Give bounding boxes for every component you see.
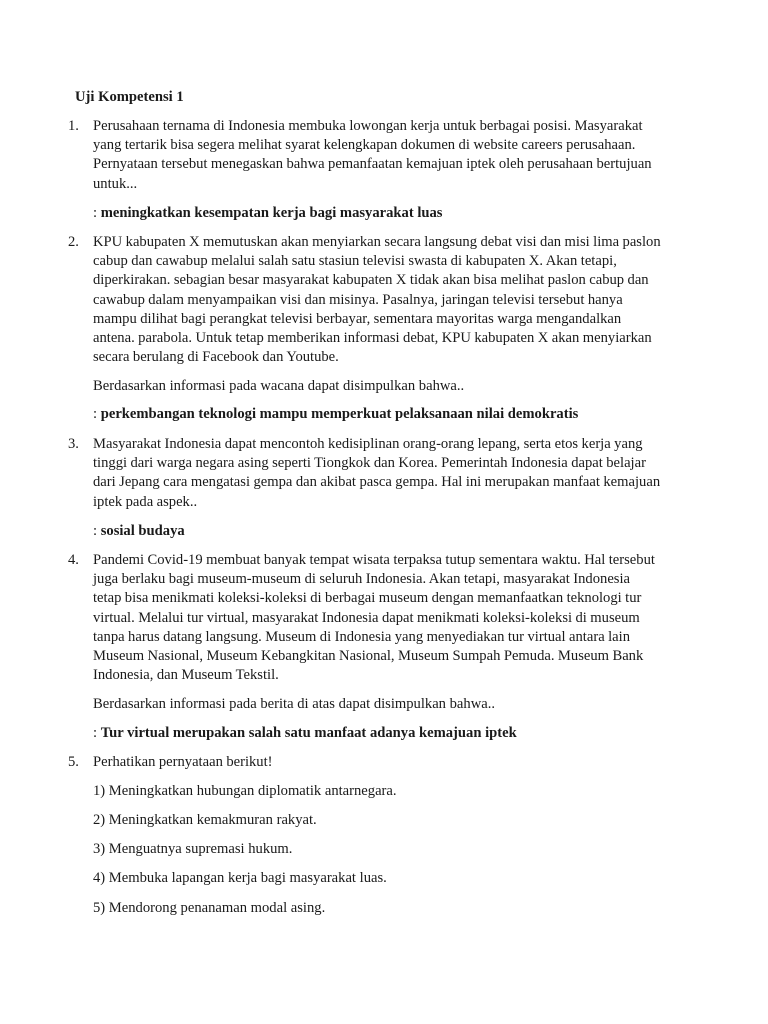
question-line: diperkirakan. sebagian besar masyarakat kabupaten X tidak akan bisa melihat paslon cabup dan xyxy=(93,272,649,289)
question-number: 2. xyxy=(68,234,79,250)
question-line: antena. parabola. Untuk tetap memberikan informasi debat, KPU kabupaten X akan menyiarkan xyxy=(93,330,652,347)
question-line: secara berulang di Facebook dan Youtube. xyxy=(93,349,339,366)
answer xyxy=(93,204,443,223)
answer-prefix: : xyxy=(93,205,98,221)
question-line: Museum Nasional, Museum Kebangkitan Nasional, Museum Sumpah Pemuda. Museum Bank xyxy=(93,648,644,665)
answer xyxy=(93,724,517,743)
answer-text: Tur virtual merupakan salah satu manfaat adanya kemajuan iptek xyxy=(100,725,517,741)
question-text xyxy=(93,753,705,772)
question-line: dari Jepang cara mengatasi gempa dan akibat pasca gempa. Hal ini merupakan manfaat kemajuan xyxy=(93,474,661,491)
question-line: yang tertarik bisa segera melihat syarat kelengkapan dokumen di website careers perusahaan. xyxy=(93,137,636,154)
statement-item: 1) Meningkatkan hubungan diplomatik antarnegara. xyxy=(93,783,397,799)
question-text xyxy=(93,551,705,685)
question-number: 3. xyxy=(68,436,79,452)
statement-item: 2) Meningkatkan kemakmuran rakyat. xyxy=(93,812,317,828)
answer-prefix: : xyxy=(93,523,98,539)
question-line: cawabup dalam menyampaikan visi dan misinya. Pasalnya, jaringan televisi tersebut hanya xyxy=(93,291,623,308)
question-line: Perhatikan pernyataan berikut! xyxy=(93,754,273,770)
question-line: cabup dan cawabup melalui salah satu stasiun televisi swasta di kabupaten X. Akan tetapi, xyxy=(93,253,617,270)
question-line: juga berlaku bagi museum-museum di seluruh Indonesia. Akan tetapi, masyarakat Indonesia xyxy=(93,571,631,588)
answer-text: sosial budaya xyxy=(100,523,185,539)
question-line: Pandemi Covid-19 membuat banyak tempat wisata terpaksa tutup sementara waktu. Hal tersebut xyxy=(93,552,655,568)
question-line: tanpa harus datang langsung. Museum di Indonesia yang menyediakan tur virtual antara lain xyxy=(93,628,631,645)
question-text xyxy=(93,233,705,367)
question-line: virtual. Melalui tur virtual, masyarakat Indonesia dapat menikmati koleksi-koleksi di museum xyxy=(93,609,640,626)
answer-text: meningkatkan kesempatan kerja bagi masyarakat luas xyxy=(100,205,443,221)
answer-prefix: : xyxy=(93,725,98,741)
statement-item: 5) Mendorong penanaman modal asing. xyxy=(93,900,326,916)
question-line: KPU kabupaten X memutuskan akan menyiarkan secara langsung debat visi dan misi lima paslon xyxy=(93,234,661,250)
document-title: Uji Kompetensi 1 xyxy=(75,89,184,105)
question-line: Perusahaan ternama di Indonesia membuka lowongan kerja untuk berbagai posisi. Masyarakat xyxy=(93,118,643,134)
question-prompt: Berdasarkan informasi pada berita di atas dapat disimpulkan bahwa.. xyxy=(93,696,496,712)
question-number: 5. xyxy=(68,754,79,770)
question-line: tinggi dari warga negara asing seperti Tiongkok dan Korea. Pemerintah Indonesia dapat belajar xyxy=(93,455,646,472)
question-number: 4. xyxy=(68,552,79,568)
question-line: mampu dilihat bagi perangkat televisi berbayar, sementara mayoritas warga mengandalkan xyxy=(93,310,622,327)
question-line: Indonesia, dan Museum Tekstil. xyxy=(93,667,279,684)
question-line: Pernyataan tersebut menegaskan bahwa pemanfaatan kemajuan iptek oleh perusahaan bertujuan xyxy=(93,156,652,173)
answer xyxy=(93,522,185,541)
question-line: untuk... xyxy=(93,175,138,192)
answer-text: perkembangan teknologi mampu memperkuat pelaksanaan nilai demokratis xyxy=(100,406,579,422)
answer xyxy=(93,405,578,424)
question-text xyxy=(93,117,705,194)
question-line: Masyarakat Indonesia dapat mencontoh kedisiplinan orang-orang lepang, serta etos kerja yang xyxy=(93,436,643,452)
statement-item: 3) Menguatnya supremasi hukum. xyxy=(93,841,293,857)
question-line: iptek pada aspek.. xyxy=(93,493,198,510)
answer-prefix: : xyxy=(93,406,98,422)
question-line: tetap bisa menikmati koleksi-koleksi di berbagai museum dengan memanfaatkan teknologi tur xyxy=(93,590,642,607)
question-number: 1. xyxy=(68,118,79,134)
question-text xyxy=(93,435,705,512)
statement-item: 4) Membuka lapangan kerja bagi masyarakat luas. xyxy=(93,870,387,886)
question-prompt: Berdasarkan informasi pada wacana dapat disimpulkan bahwa.. xyxy=(93,378,465,394)
